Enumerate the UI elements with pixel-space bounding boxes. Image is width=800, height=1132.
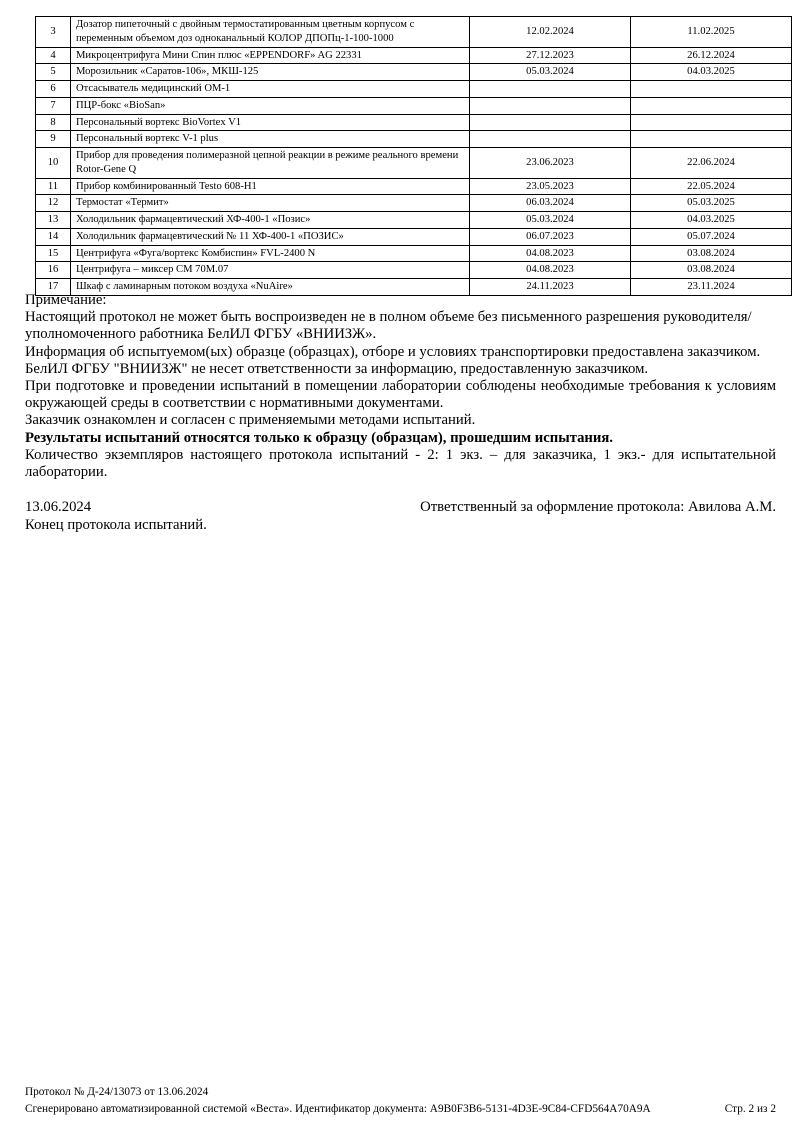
calibration-date: 06.03.2024 xyxy=(470,195,631,212)
equipment-name: Прибор для проведения полимеразной цепной реакции в режиме реального времени Rotor-Gene Q xyxy=(71,148,470,179)
row-number: 10 xyxy=(36,148,71,179)
valid-until-date: 04.03.2025 xyxy=(631,212,792,229)
valid-until-date: 22.06.2024 xyxy=(631,148,792,179)
table-row xyxy=(36,148,792,179)
valid-until-date: 04.03.2025 xyxy=(631,64,792,81)
table-row xyxy=(36,212,792,229)
calibration-date: 06.07.2023 xyxy=(470,228,631,245)
valid-until-date xyxy=(631,131,792,148)
valid-until-date: 03.08.2024 xyxy=(631,245,792,262)
protocol-date: 13.06.2024 xyxy=(25,499,92,515)
calibration-date: 05.03.2024 xyxy=(470,212,631,229)
notes-heading: Примечание: xyxy=(25,292,107,308)
calibration-date: 05.03.2024 xyxy=(470,64,631,81)
note-paragraph-bold: Результаты испытаний относятся только к образцу (образцам), прошедшим испытания. xyxy=(25,429,613,446)
table-row xyxy=(36,245,792,262)
valid-until-date: 03.08.2024 xyxy=(631,262,792,279)
row-number: 3 xyxy=(36,17,71,48)
calibration-date: 04.08.2023 xyxy=(470,262,631,279)
signoff-section xyxy=(25,499,776,534)
table-row xyxy=(36,64,792,81)
equipment-name: Микроцентрифуга Мини Спин плюс «EPPENDORF» AG 22331 xyxy=(71,47,470,64)
calibration-date: 23.06.2023 xyxy=(470,148,631,179)
responsible-person: Ответственный за оформление протокола: Авилова А.М. xyxy=(420,499,776,515)
calibration-date: 27.12.2023 xyxy=(470,47,631,64)
row-number: 11 xyxy=(36,178,71,195)
calibration-date xyxy=(470,97,631,114)
valid-until-date xyxy=(631,81,792,98)
calibration-date: 24.11.2023 xyxy=(470,279,631,296)
notes-section xyxy=(25,292,776,481)
equipment-name: Холодильник фармацевтический № 11 ХФ-400-1 «ПОЗИС» xyxy=(71,228,470,245)
footer-generated-info: Сгенерировано автоматизированной системой «Веста». Идентификатор документа: A9B0F3B6-5131-4D3E-9C84-CFD564A70A9A xyxy=(25,1103,651,1115)
row-number: 4 xyxy=(36,47,71,64)
calibration-date: 12.02.2024 xyxy=(470,17,631,48)
table-row xyxy=(36,17,792,48)
footer-protocol-number: Протокол № Д-24/13073 от 13.06.2024 xyxy=(25,1086,209,1098)
table-row xyxy=(36,262,792,279)
equipment-table xyxy=(35,16,792,296)
note-paragraph: Заказчик ознакомлен и согласен с применяемыми методами испытаний. xyxy=(25,412,476,429)
equipment-name: Шкаф с ламинарным потоком воздуха «NuAire» xyxy=(71,279,470,296)
note-paragraph: БелИЛ ФГБУ "ВНИИЗЖ" не несет ответственности за информацию, предоставленную заказчиком. xyxy=(25,360,649,377)
equipment-name: Дозатор пипеточный с двойным термостатированным цветным корпусом с переменным объемом доз одноканальный КОЛОР ДПОПц-1-100-1000 xyxy=(71,17,470,48)
note-paragraph: Настоящий протокол не может быть воспроизведен не в полном объеме без письменного разрешения руководителя/уполномоченного работника БелИЛ ФГБУ «ВНИИЗЖ». xyxy=(25,309,752,343)
end-of-protocol-line: Конец протокола испытаний. xyxy=(25,517,207,534)
table-row xyxy=(36,97,792,114)
note-paragraph: Информация об испытуемом(ых) образце (образцах), отборе и условиях транспортировки предоставлена заказчиком. xyxy=(25,343,761,360)
row-number: 15 xyxy=(36,245,71,262)
valid-until-date: 11.02.2025 xyxy=(631,17,792,48)
equipment-name: Центрифуга «Фуга/вортекс Комбиспин» FVL-2400 N xyxy=(71,245,470,262)
equipment-name: Отсасыватель медицинский ОМ-1 xyxy=(71,81,470,98)
equipment-name: Прибор комбинированный Testo 608-H1 xyxy=(71,178,470,195)
equipment-name: Персональный вортекс V-1 plus xyxy=(71,131,470,148)
table-row xyxy=(36,178,792,195)
equipment-name: ПЦР-бокс «BioSan» xyxy=(71,97,470,114)
note-paragraph: Количество экземпляров настоящего протокола испытаний - 2: 1 экз. – для заказчика, 1 экз.- для испытательной лаборатории. xyxy=(25,446,776,481)
table-row xyxy=(36,228,792,245)
row-number: 17 xyxy=(36,279,71,296)
equipment-name: Морозильник «Саратов-106», МКШ-125 xyxy=(71,64,470,81)
row-number: 8 xyxy=(36,114,71,131)
table-row xyxy=(36,81,792,98)
row-number: 7 xyxy=(36,97,71,114)
table-row xyxy=(36,195,792,212)
row-number: 12 xyxy=(36,195,71,212)
calibration-date xyxy=(470,81,631,98)
equipment-name: Персональный вортекс BioVortex V1 xyxy=(71,114,470,131)
valid-until-date xyxy=(631,114,792,131)
row-number: 13 xyxy=(36,212,71,229)
equipment-name: Центрифуга – миксер СМ 70М.07 xyxy=(71,262,470,279)
footer-page-number: Стр. 2 из 2 xyxy=(724,1103,776,1115)
row-number: 14 xyxy=(36,228,71,245)
row-number: 5 xyxy=(36,64,71,81)
valid-until-date: 05.03.2025 xyxy=(631,195,792,212)
table-row xyxy=(36,114,792,131)
valid-until-date: 26.12.2024 xyxy=(631,47,792,64)
table-row xyxy=(36,131,792,148)
row-number: 9 xyxy=(36,131,71,148)
row-number: 6 xyxy=(36,81,71,98)
calibration-date: 04.08.2023 xyxy=(470,245,631,262)
equipment-name: Термостат «Термит» xyxy=(71,195,470,212)
calibration-date xyxy=(470,114,631,131)
note-paragraph: При подготовке и проведении испытаний в помещении лаборатории соблюдены необходимые требования к условиям окружающей среды в соответствии с нормативными документами. xyxy=(25,378,776,412)
page-footer xyxy=(25,1084,776,1118)
valid-until-date: 23.11.2024 xyxy=(631,279,792,296)
valid-until-date: 05.07.2024 xyxy=(631,228,792,245)
calibration-date xyxy=(470,131,631,148)
valid-until-date: 22.05.2024 xyxy=(631,178,792,195)
table-row xyxy=(36,47,792,64)
equipment-name: Холодильник фармацевтический ХФ-400-1 «Позис» xyxy=(71,212,470,229)
calibration-date: 23.05.2023 xyxy=(470,178,631,195)
row-number: 16 xyxy=(36,262,71,279)
valid-until-date xyxy=(631,97,792,114)
